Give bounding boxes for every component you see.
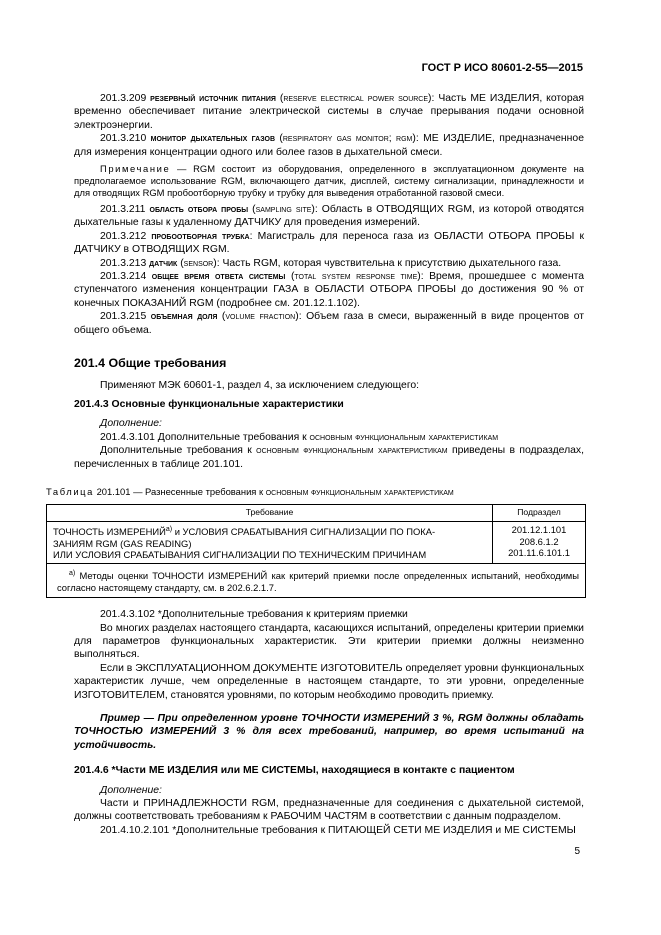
clause-101-body: Дополнительные требования к основным функциональным характеристикам приведены в подразделах, перечисленных в таблице 201.101. xyxy=(74,445,584,470)
addendum-label-2: Дополнение: xyxy=(100,784,162,796)
clause-102: 201.4.3.102 *Дополнительные требования к критериям приемки xyxy=(100,609,408,621)
subsection-4-3-heading: 201.4.3 Основные функциональные характеристики xyxy=(74,398,344,410)
section-heading: 201.4 Общие требования xyxy=(74,356,227,371)
definition-214: 201.3.214 общее время ответа системы (total system response time): Время, прошедшее с момента ступенчатого изменения концентрации ГАЗА в ОБЛАСТИ ОТБОРА ПРОБЫ до достижения 90 % от конечных ПОКАЗАНИЙ RGM (подробнее см. 201.12.1.102). xyxy=(74,271,584,309)
subsection-4-6-heading: 201.4.6 *Части МЕ ИЗДЕЛИЯ или МЕ СИСТЕМЫ, находящиеся в контакте с пациентом xyxy=(74,765,515,777)
page-number: 5 xyxy=(574,846,580,857)
document-body xyxy=(46,92,585,837)
note-rgm: Примечание — RGM состоит из оборудования, определенного в эксплуатационном документе на предполагаемое использование RGM, включающего датчик, дисплей, систему сигнализации, принадлежности и для отводящих RGM пробоотборную трубку и трубку для выведения отработанной газовой смеси. xyxy=(74,163,584,199)
table-cell-requirement: ТОЧНОСТЬ $ИЗМЕРЕНИЙ^{а)}$ и УСЛОВИЯ СРАБАТЫВАНИЯ СИГНАЛИЗАЦИИ ПО ПОКА- ЗАНИЯМ RGM (GAS READING) ИЛИ УСЛОВИЯ СРАБАТЫВАНИЯ СИГНАЛИЗАЦИИ ПО ТЕХНИЧЕСКИМ ПРИЧИНАМ xyxy=(47,522,493,564)
requirements-table xyxy=(46,504,586,598)
table-header-subclause: Подраздел xyxy=(493,505,586,522)
example-paragraph: Пример — При определенном уровне ТОЧНОСТИ ИЗМЕРЕНИЙ 3 %, RGM должны обладать ТОЧНОСТЬЮ ИЗМЕРЕНИЙ 3 % для всех требований, например, во время испытаний на устойчивость. xyxy=(74,712,584,751)
definition-209: 201.3.209 резервный источник питания (reserve electrical power source): Часть МЕ ИЗДЕЛИЯ, которая временно обеспечивает питание электрической системы в случае прерывания подачи основной электроэнергии. xyxy=(74,93,584,131)
table-cell-subclause: 201.12.1.101 208.6.1.2 201.11.6.101.1 xyxy=(493,522,586,564)
table-header-requirement: Требование xyxy=(47,505,493,522)
table-caption: Таблица 201.101 — Разнесенные требования к основным функциональным характеристикам xyxy=(46,485,454,497)
clause-4-6-body: Части и ПРИНАДЛЕЖНОСТИ RGM, предназначенные для соединения с дыхательной системой, должны соответствовать требованиям к РАБОЧИМ ЧАСТЯМ в соответствии с данным подразделом. xyxy=(74,797,584,823)
section-intro: Применяют МЭК 60601-1, раздел 4, за исключением следующего: xyxy=(100,379,420,391)
definition-210: 201.3.210 монитор дыхательных газов (respiratory gas monitor; rgm): МЕ ИЗДЕЛИЕ, предназначенное для измерения концентрации одного или более газов в дыхательной смеси. xyxy=(74,133,584,158)
addendum-label-1: Дополнение: xyxy=(100,418,162,430)
definition-211: 201.3.211 область отбора пробы (sampling site): Область в ОТВОДЯЩИХ RGM, из которой отводятся дыхательные газы к удаленному ДАТЧИКУ для проведения измерений. xyxy=(74,204,584,229)
clause-4-10-2-101: 201.4.10.2.101 *Дополнительные требования к ПИТАЮЩЕЙ СЕТИ МЕ ИЗДЕЛИЯ и МЕ СИСТЕМЫ xyxy=(100,824,576,836)
definition-212: 201.3.212 пробоотборная трубка: Магистраль для переноса газа из ОБЛАСТИ ОТБОРА ПРОБЫ к ДАТЧИКУ в ОТВОДЯЩИХ RGM. xyxy=(74,230,584,256)
clause-102-p2: Если в ЭКСПЛУАТАЦИОННОМ ДОКУМЕНТЕ ИЗГОТОВИТЕЛЬ определяет уровни функциональных характеристик лучше, чем определенные в настоящем стандарте, то эти уровни, определенные ИЗГОТОВИТЕЛЕМ, становятся уровнями, по которым необходимо проводить приемку. xyxy=(74,662,584,701)
definition-215: 201.3.215 объемная доля (volume fraction): Объем газа в смеси, выраженный в виде процентов от общего объема. xyxy=(74,311,585,336)
definition-213: 201.3.213 датчик (sensor): Часть RGM, которая чувствительна к присутствию дыхательного газа. xyxy=(100,257,562,269)
table-footnote: $^{а)}$ Методы оценки ТОЧНОСТИ ИЗМЕРЕНИЙ как критерий приемки после определенных испытаний, необходимы согласно настоящему стандарту, см. в 202.6.2.1.7. xyxy=(47,563,586,597)
document-header: ГОСТ Р ИСО 80601-2-55—2015 xyxy=(421,62,583,74)
clause-101: 201.4.3.101 Дополнительные требования к основным функциональным характеристикам xyxy=(100,431,499,443)
clause-102-p1: Во многих разделах настоящего стандарта, касающихся испытаний, определены критерии приемки для параметров функциональных характеристик. Эти критерии приемки должны неизменно выполняться. xyxy=(74,622,584,661)
table-row xyxy=(47,522,586,564)
